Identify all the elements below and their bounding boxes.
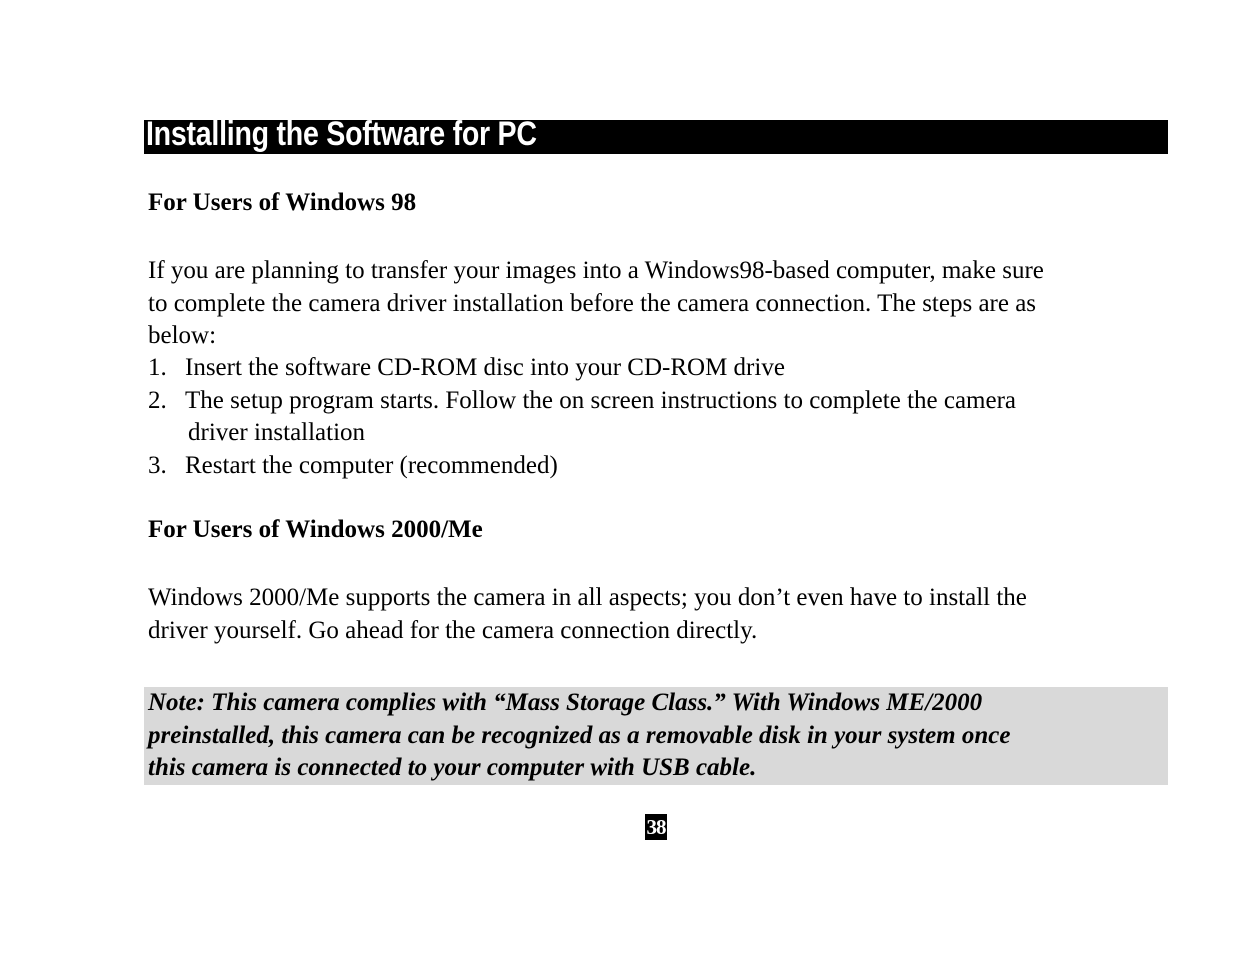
step-text: The setup program starts. Follow the on screen instructions to complete the camera — [185, 386, 1017, 414]
installation-steps-list — [148, 352, 1168, 482]
intro-line: If you are planning to transfer your images into a Windows98-based computer, make sure — [148, 257, 1044, 284]
note-line: this camera is connected to your computer with USB cable. — [148, 754, 757, 781]
note-line: Note: This camera complies with “Mass Storage Class.” With Windows ME/2000 — [148, 689, 983, 716]
intro-line: to complete the camera driver installation before the camera connection. The steps are as — [148, 289, 1037, 317]
body-paragraph-windows-2000-me — [148, 582, 1168, 647]
page-title-bar — [144, 120, 1168, 154]
note-box — [144, 687, 1168, 785]
step-text: Restart the computer (recommended) — [185, 451, 558, 479]
step-item-3 — [148, 450, 1168, 483]
heading-windows-98: For Users of Windows 98 — [148, 189, 417, 216]
body-line: driver yourself. Go ahead for the camera connection directly. — [148, 616, 758, 644]
intro-paragraph-windows-98 — [148, 255, 1168, 353]
page-number: 38 — [646, 815, 666, 839]
note-line: preinstalled, this camera can be recognized as a removable disk in your system once — [148, 721, 1011, 749]
page-title: Installing the Software for PC — [146, 120, 537, 153]
step-number: 1. — [148, 354, 167, 381]
note-text — [148, 687, 1010, 785]
intro-line: below: — [148, 322, 217, 349]
body-line: Windows 2000/Me supports the camera in all aspects; you don’t even have to install the — [148, 584, 1027, 611]
step-number: 2. — [148, 386, 167, 414]
step-text-continued: driver installation — [188, 419, 366, 446]
heading-windows-2000-me: For Users of Windows 2000/Me — [148, 516, 483, 543]
step-text: Insert the software CD-ROM disc into your CD-ROM drive — [185, 354, 785, 381]
step-item-2 — [148, 385, 1168, 450]
step-number: 3. — [148, 451, 167, 479]
step-item-1 — [148, 352, 1168, 385]
